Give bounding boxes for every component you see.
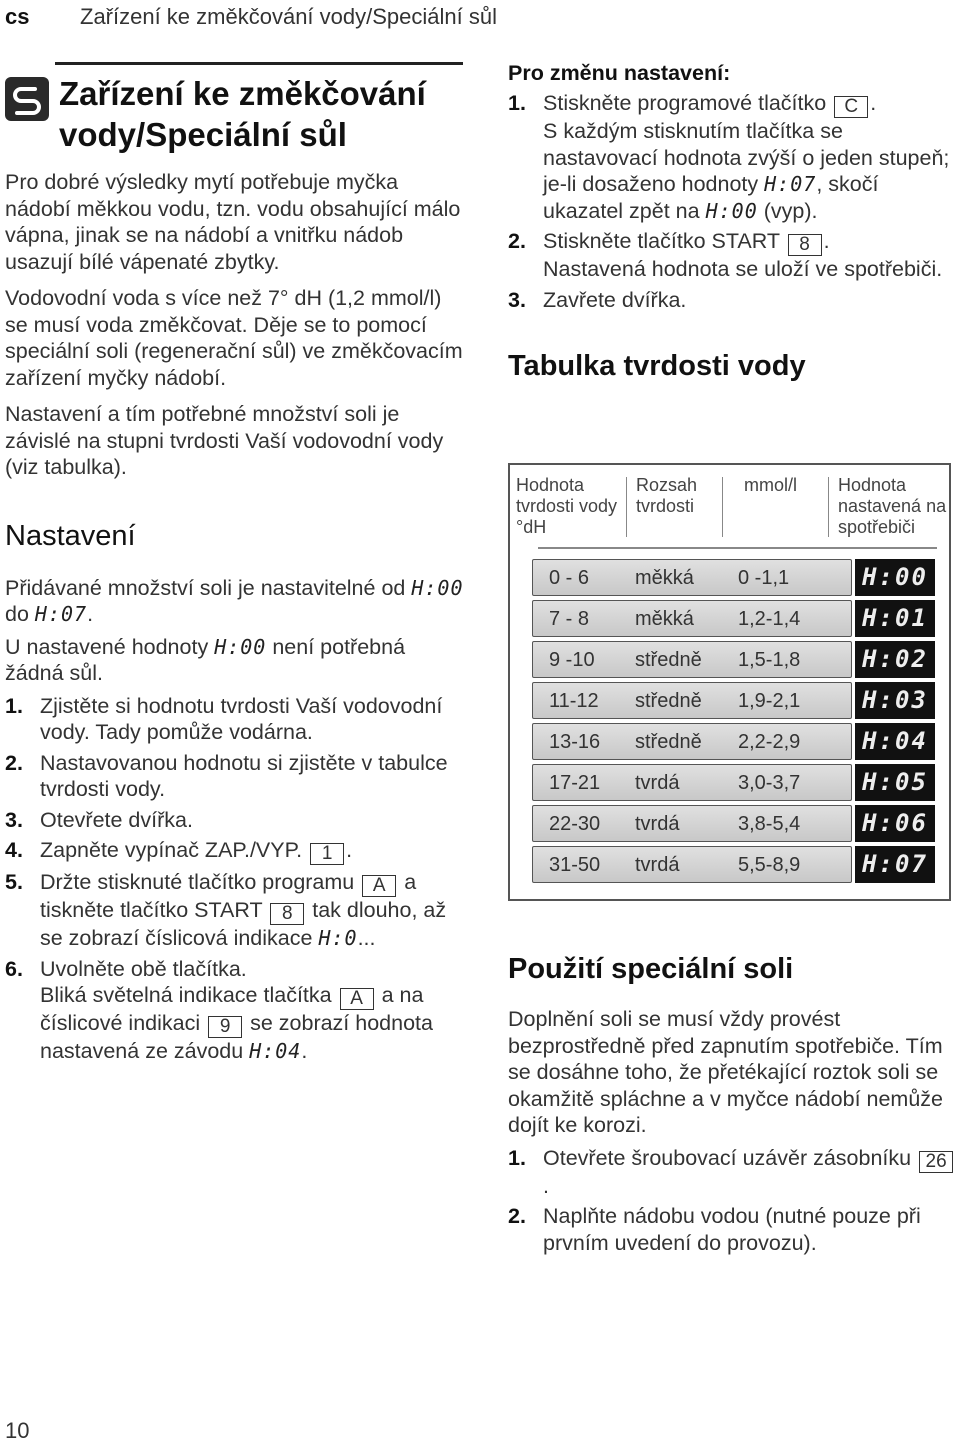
salt-section [508, 952, 960, 1256]
col-header-dh: Hodnota tvrdosti vody °dH [516, 475, 618, 537]
step-1: 1. Zjistěte si hodnotu tvrdosti Vaší vodovodní vody. Tady pomůže vodárna. [5, 693, 443, 744]
salt-step-1: 1. Otevřete šroubovací uzávěr zásobníku 26. [508, 1145, 960, 1200]
cell-mmol: 1,9-2,1 [738, 690, 801, 712]
key-label: 9 [208, 1016, 242, 1038]
step-5: 5. Držte stisknuté tlačítko programu A a tiskněte tlačítko START 8 tak dlouho, až se zobrazí číslicová indikace H:0... [5, 870, 447, 950]
cell-range: středně [635, 690, 702, 712]
hardness-table [508, 463, 951, 901]
cell-dh: 0 - 6 [549, 567, 590, 589]
cell-dh: 17-21 [549, 772, 601, 794]
settings-heading: Nastavení [5, 519, 136, 552]
col-header-mmol: mmol/l [744, 475, 797, 495]
settings-range-text: Přidávané množství soli je nastavitelné od H:00 do H:07. [5, 575, 464, 626]
step-6: 6. Uvolněte obě tlačítka. Bliká světelná indikace tlačítka A a na číslicové indikaci 9 se zobrazí hodnota nastavená ze závodu H:04. [5, 956, 433, 1063]
section-title-row [5, 73, 465, 155]
key-label: 8 [270, 903, 304, 925]
header-rule [538, 547, 937, 549]
cell-dh: 7 - 8 [549, 608, 590, 630]
hardness-paragraph: Vodovodní voda s více než 7° dH (1,2 mmol/l) se musí voda změkčovat. Děje se to pomocí speciální soli (regenerační sůl) ve změkčovacím zařízení myčky nádobí. [5, 286, 463, 390]
step-2: 2. Nastavovanou hodnotu si zjistěte v tabulce tvrdosti vody. [5, 750, 448, 801]
display-value: H:07 [34, 602, 88, 626]
right-column [508, 60, 960, 383]
cell-dh: 13-16 [549, 731, 601, 753]
change-steps [508, 90, 960, 313]
table-heading: Tabulka tvrdosti vody [508, 350, 806, 382]
page-number: 10 [5, 1418, 30, 1443]
cell-range: tvrdá [635, 772, 680, 794]
cell-display-value: H:02 [855, 641, 935, 678]
cell-range: měkká [635, 567, 694, 589]
cell-display-value: H:06 [855, 805, 935, 842]
change-step-3: 3. Zavřete dvířka. [508, 287, 687, 312]
left-column [5, 62, 465, 1065]
key-label: A [340, 988, 374, 1010]
col-header-setting: Hodnota nastavená na spotřebiči [838, 475, 947, 537]
cell-mmol: 1,2-1,4 [738, 608, 801, 630]
key-label: 8 [788, 234, 822, 256]
dependency-paragraph: Nastavení a tím potřebné množství soli je závislé na stupni tvrdosti Vaší vodovodní vody (viz tabulka). [5, 402, 444, 479]
settings-steps [5, 693, 465, 1065]
language-code: cs [5, 4, 30, 29]
cell-range: tvrdá [635, 854, 680, 876]
cell-display-value: H:05 [855, 764, 935, 801]
table-row [532, 559, 852, 596]
display-value: H:00 [411, 575, 464, 600]
header-divider [828, 477, 829, 537]
key-label: 1 [310, 843, 344, 865]
cell-dh: 11-12 [549, 690, 599, 712]
key-label: C [834, 96, 868, 118]
change-step-1: 1. Stiskněte programové tlačítko C . S každým stisknutím tlačítka se nastavovací hodnota zvýší o jeden stupeň; je-li dosaženo hodnoty H:07, skočí ukazatel zpět na H:00 (vyp). [508, 91, 950, 223]
key-label: A [362, 875, 396, 897]
cell-mmol: 0 -1,1 [738, 567, 790, 589]
step-4: 4. Zapněte vypínač ZAP./VYP. 1 . [5, 838, 353, 864]
running-header-title: Zařízení ke změkčování vody/Speciální sůl [80, 4, 497, 29]
cell-mmol: 3,8-5,4 [738, 813, 801, 835]
salt-heading: Použití speciální soli [508, 953, 794, 985]
display-value: H:04 [249, 1039, 302, 1063]
cell-display-value: H:04 [855, 723, 935, 760]
salt-steps [508, 1145, 960, 1257]
cell-range: tvrdá [635, 813, 680, 835]
header-divider [626, 477, 627, 537]
change-step-2: 2. Stiskněte tlačítko START 8 . Nastavená hodnota se uloží ve spotřebiči. [508, 229, 943, 281]
cell-range: středně [635, 731, 702, 753]
cell-display-value: H:03 [855, 682, 935, 719]
display-value: H:07 [764, 172, 817, 196]
cell-display-value: H:07 [855, 846, 935, 883]
change-settings-heading: Pro změnu nastavení: [508, 61, 731, 85]
cell-range: středně [635, 649, 702, 671]
intro-paragraph: Pro dobré výsledky mytí potřebuje myčka nádobí měkkou vodu, tzn. vodu obsahující málo vápna, jinak se na nádobí a vnitřku nádob usazují bílé vápenaté zbytky. [5, 170, 461, 274]
cell-mmol: 5,5-8,9 [738, 854, 801, 876]
key-label: 26 [919, 1151, 953, 1173]
title-rule [55, 62, 463, 65]
table-row [532, 723, 852, 760]
settings-zero-text: U nastavené hodnoty H:00 není potřebná žádná sůl. [5, 634, 406, 685]
table-row [532, 805, 852, 842]
step-3: 3. Otevřete dvířka. [5, 807, 193, 832]
display-value: H:0 [318, 926, 358, 950]
display-value: H:00 [214, 634, 267, 659]
table-row [532, 682, 852, 719]
table-row [532, 641, 852, 678]
salt-step-2: 2. Naplňte nádobu vodou (nutné pouze při prvním uvedení do provozu). [508, 1204, 921, 1255]
cell-mmol: 1,5-1,8 [738, 649, 801, 671]
cell-display-value: H:01 [855, 600, 935, 637]
cell-display-value: H:00 [855, 559, 935, 596]
section-title: Zařízení ke změkčování vody/Speciální sůl [59, 75, 426, 153]
table-row [532, 600, 852, 637]
table-row [532, 846, 852, 883]
cell-mmol: 3,0-3,7 [738, 772, 801, 794]
cell-dh: 22-30 [549, 813, 601, 835]
table-row [532, 764, 852, 801]
col-header-range: Rozsah tvrdosti [636, 475, 698, 516]
cell-dh: 31-50 [549, 854, 601, 876]
salt-icon [5, 77, 49, 121]
cell-dh: 9 -10 [549, 649, 595, 671]
salt-paragraph: Doplnění soli se musí vždy provést bezprostředně před zapnutím spotřebiče. Tím se dosáhne toho, že přetékající roztok soli se okamžitě spláchne a v myčce nádobí nemůže dojít ke korozi. [508, 1007, 944, 1137]
display-value: H:00 [705, 198, 758, 223]
cell-mmol: 2,2-2,9 [738, 731, 801, 753]
cell-range: měkká [635, 608, 694, 630]
header-divider [722, 477, 723, 537]
